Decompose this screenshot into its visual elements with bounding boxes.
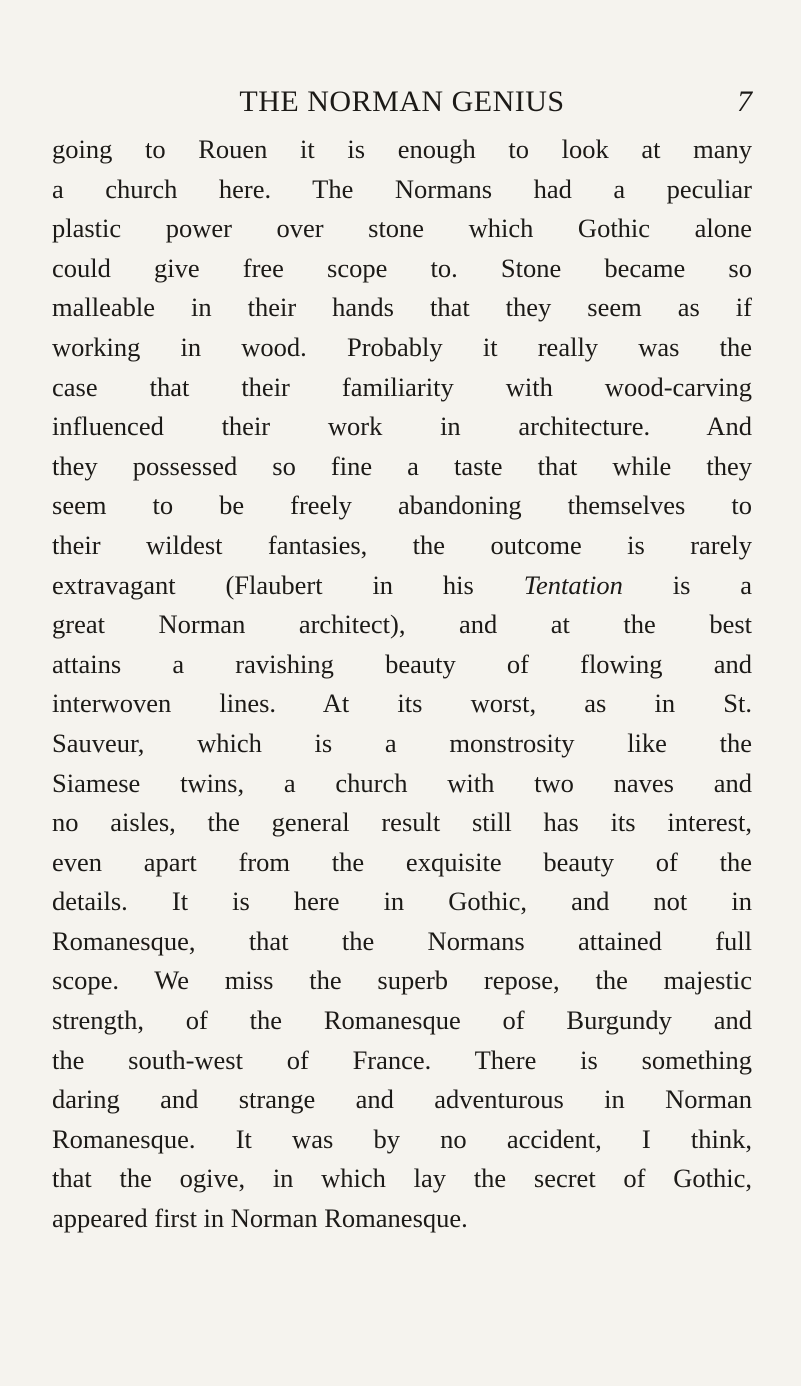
running-title: THE NORMAN GENIUS <box>239 85 565 118</box>
text-line-before: extravagant (Flaubert in his <box>52 569 524 600</box>
text-line: Sauveur, which is a monstrosity like the <box>52 727 752 758</box>
text-line: case that their familiarity with wood-carving <box>52 371 752 402</box>
text-line: influenced their work in architecture. And <box>52 411 752 442</box>
text-line: going to Rouen it is enough to look at many <box>52 134 752 164</box>
text-line-with-italic <box>52 566 752 606</box>
text-line: working in wood. Probably it really was the <box>52 331 752 362</box>
text-line: Siamese twins, a church with two naves and <box>52 767 752 798</box>
text-line: plastic power over stone which Gothic alone <box>52 213 752 244</box>
text-line: no aisles, the general result still has its interest, <box>52 807 752 838</box>
text-line: the south-west of France. There is something <box>52 1044 752 1075</box>
text-line: Romanesque. It was by no accident, I think, <box>52 1123 752 1154</box>
text-line: they possessed so fine a taste that while they <box>52 450 752 481</box>
page-number: 7 <box>737 85 752 118</box>
text-line: even apart from the exquisite beauty of the <box>52 846 752 877</box>
text-line: scope. We miss the superb repose, the majestic <box>52 965 752 996</box>
text-line: their wildest fantasies, the outcome is rarely <box>52 529 752 560</box>
book-title-italic: Tentation <box>523 569 623 600</box>
text-line: interwoven lines. At its worst, as in St. <box>52 688 752 719</box>
text-line: details. It is here in Gothic, and not in <box>52 886 752 917</box>
text-line: attains a ravishing beauty of flowing and <box>52 648 752 679</box>
text-line: strength, of the Romanesque of Burgundy and <box>52 1005 752 1036</box>
text-line: a church here. The Normans had a peculiar <box>52 173 752 204</box>
text-line: could give free scope to. Stone became so <box>52 252 752 283</box>
text-line-after: is a <box>622 569 753 600</box>
text-line-last: appeared first in Norman Romanesque. <box>52 1203 468 1234</box>
text-line: daring and strange and adventurous in Norman <box>52 1084 752 1115</box>
text-line: Romanesque, that the Normans attained full <box>52 925 752 956</box>
running-head <box>52 80 752 124</box>
text-line: that the ogive, in which lay the secret of Gothic, <box>52 1163 752 1194</box>
text-line: seem to be freely abandoning themselves to <box>52 490 752 521</box>
text-line: malleable in their hands that they seem as if <box>52 292 752 323</box>
text-line: great Norman architect), and at the best <box>52 609 752 640</box>
body-text <box>52 130 752 1239</box>
